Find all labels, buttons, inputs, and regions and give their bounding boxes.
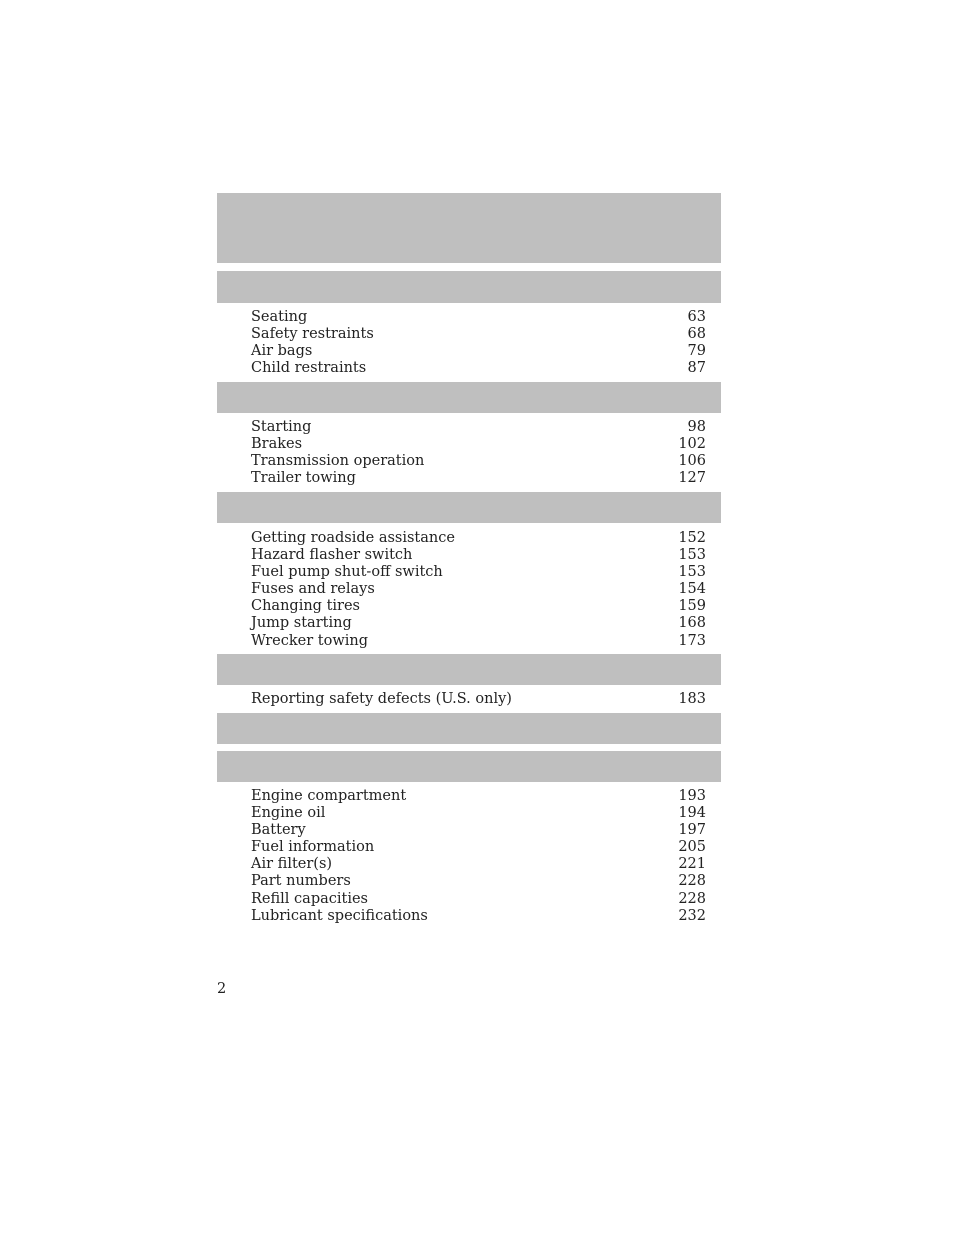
toc-entry-title: Hazard flasher switch: [251, 547, 413, 564]
section-header-bar-2: [217, 382, 721, 413]
toc-entry-page: 221: [678, 856, 706, 873]
toc-entry-page: 63: [687, 309, 706, 325]
toc-entry-title: Part numbers: [251, 873, 351, 890]
toc-entry-page: 205: [678, 839, 706, 856]
toc-section-5: [251, 788, 706, 925]
toc-entry[interactable]: [251, 343, 706, 360]
toc-entry[interactable]: [251, 326, 706, 343]
toc-entry-title: Refill capacities: [251, 890, 368, 907]
toc-entry[interactable]: [251, 547, 706, 564]
toc-entry-page: 232: [678, 907, 706, 924]
page-number: 2: [217, 981, 227, 997]
toc-entry[interactable]: [251, 419, 706, 436]
toc-entry-title: Engine compartment: [251, 788, 407, 804]
toc-entry[interactable]: [251, 470, 706, 487]
toc-entry-page: 197: [678, 822, 706, 839]
toc-section-2: [251, 419, 706, 487]
section-header-bar-6: [217, 751, 721, 782]
toc-entry-title: Seating: [251, 309, 308, 325]
toc-entry[interactable]: [251, 436, 706, 453]
toc-entry[interactable]: [251, 891, 706, 908]
toc-entry-title: Transmission operation: [251, 453, 425, 470]
toc-entry[interactable]: [251, 581, 706, 598]
toc-entry-title: Fuel pump shut-off switch: [251, 564, 443, 581]
toc-entry-title: Jump starting: [251, 615, 352, 632]
toc-entry-title: Reporting safety defects (U.S. only): [251, 691, 512, 707]
toc-entry-title: Starting: [251, 419, 312, 435]
toc-entry-page: 193: [678, 788, 706, 804]
toc-entry[interactable]: [251, 453, 706, 470]
section-header-bar-3: [217, 492, 721, 523]
toc-entry-title: Lubricant specifications: [251, 907, 428, 924]
toc-entry-title: Fuses and relays: [251, 581, 375, 598]
toc-entry-page: 68: [687, 326, 706, 343]
toc-entry[interactable]: [251, 691, 706, 708]
toc-entry-title: Air bags: [251, 343, 313, 360]
toc-entry[interactable]: [251, 822, 706, 839]
toc-entry[interactable]: [251, 873, 706, 890]
toc-entry-page: 154: [678, 581, 706, 598]
toc-entry[interactable]: [251, 839, 706, 856]
toc-entry-page: 168: [678, 615, 706, 632]
toc-entry-page: 79: [687, 343, 706, 360]
toc-entry-page: 152: [678, 530, 706, 546]
toc-entry-title: Fuel information: [251, 839, 375, 856]
toc-entry-title: Battery: [251, 822, 306, 839]
toc-entry[interactable]: [251, 360, 706, 377]
toc-section-1: [251, 309, 706, 377]
toc-entry-page: 159: [678, 598, 706, 615]
toc-entry-title: Engine oil: [251, 805, 326, 822]
toc-entry-page: 87: [687, 360, 706, 377]
toc-entry[interactable]: [251, 309, 706, 326]
toc-entry-page: 194: [678, 805, 706, 822]
section-header-bar-4: [217, 654, 721, 685]
toc-entry-title: Getting roadside assistance: [251, 530, 455, 546]
toc-entry-page: 183: [678, 691, 706, 707]
toc-section-4: [251, 691, 706, 708]
toc-entry[interactable]: [251, 564, 706, 581]
toc-entry-page: 153: [678, 547, 706, 564]
toc-entry[interactable]: [251, 856, 706, 873]
section-header-bar-1: [217, 271, 721, 303]
toc-entry-title: Changing tires: [251, 598, 360, 615]
toc-entry-page: 102: [678, 436, 706, 453]
toc-entry[interactable]: [251, 788, 706, 805]
toc-entry-page: 127: [678, 470, 706, 487]
toc-entry-title: Child restraints: [251, 360, 367, 377]
toc-entry-title: Wrecker towing: [251, 632, 369, 649]
toc-entry-page: 228: [678, 873, 706, 890]
toc-section-3: [251, 530, 706, 650]
section-header-bar-5: [217, 713, 721, 744]
toc-entry[interactable]: [251, 598, 706, 615]
toc-entry[interactable]: [251, 805, 706, 822]
toc-entry-title: Safety restraints: [251, 326, 374, 343]
toc-entry[interactable]: [251, 615, 706, 632]
toc-entry-page: 153: [678, 564, 706, 581]
toc-entry-title: Trailer towing: [251, 470, 356, 487]
toc-entry[interactable]: [251, 908, 706, 925]
chapter-header-bar: [217, 193, 721, 263]
toc-entry-page: 228: [678, 890, 706, 907]
toc-entry-title: Air filter(s): [251, 856, 333, 873]
toc-entry-page: 98: [687, 419, 706, 435]
toc-entry-page: 173: [678, 632, 706, 649]
toc-entry-page: 106: [678, 453, 706, 470]
toc-entry-title: Brakes: [251, 436, 303, 453]
toc-entry[interactable]: [251, 530, 706, 547]
toc-entry[interactable]: [251, 633, 706, 650]
